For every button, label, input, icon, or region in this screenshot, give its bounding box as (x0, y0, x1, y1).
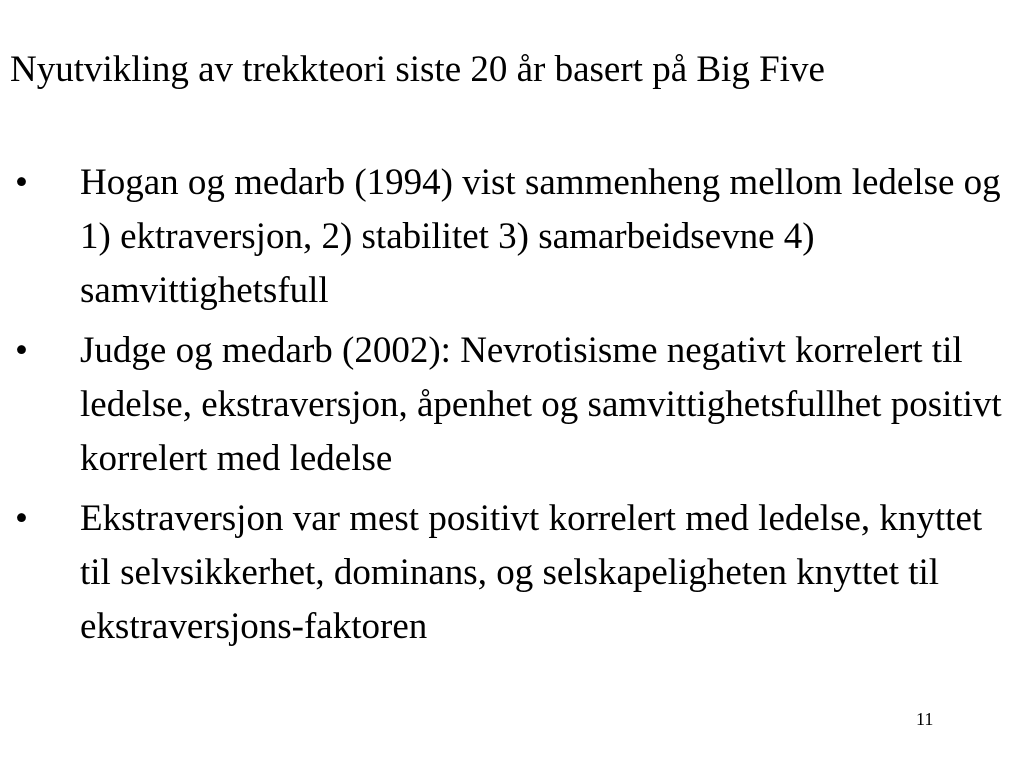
bullet-item (0, 324, 1010, 486)
bullet-item (0, 492, 1010, 654)
bullet-item (0, 156, 1010, 318)
bullet-text: Judge og medarb (2002): Nevrotisisme negativt korrelert til ledelse, ekstraversjon, åpenhet og samvittighetsfullhet positivt korrelert med ledelse (80, 330, 1002, 479)
page-number: 11 (916, 709, 934, 729)
bullet-list (0, 156, 1024, 660)
bullet-marker: • (15, 498, 28, 539)
slide-title: Nyutvikling av trekkteori siste 20 år basert på Big Five (10, 49, 825, 90)
bullet-text: Hogan og medarb (1994) vist sammenheng mellom ledelse og 1) ektraversjon, 2) stabilitet 3) samarbeidsevne 4) samvittighetsfull (80, 162, 1001, 311)
bullet-marker: • (15, 162, 28, 203)
bullet-text: Ekstraversjon var mest positivt korrelert med ledelse, knyttet til selvsikkerhet, dominans, og selskapeligheten knyttet til ekstraversjons-faktoren (80, 498, 983, 647)
bullet-marker: • (15, 330, 28, 371)
